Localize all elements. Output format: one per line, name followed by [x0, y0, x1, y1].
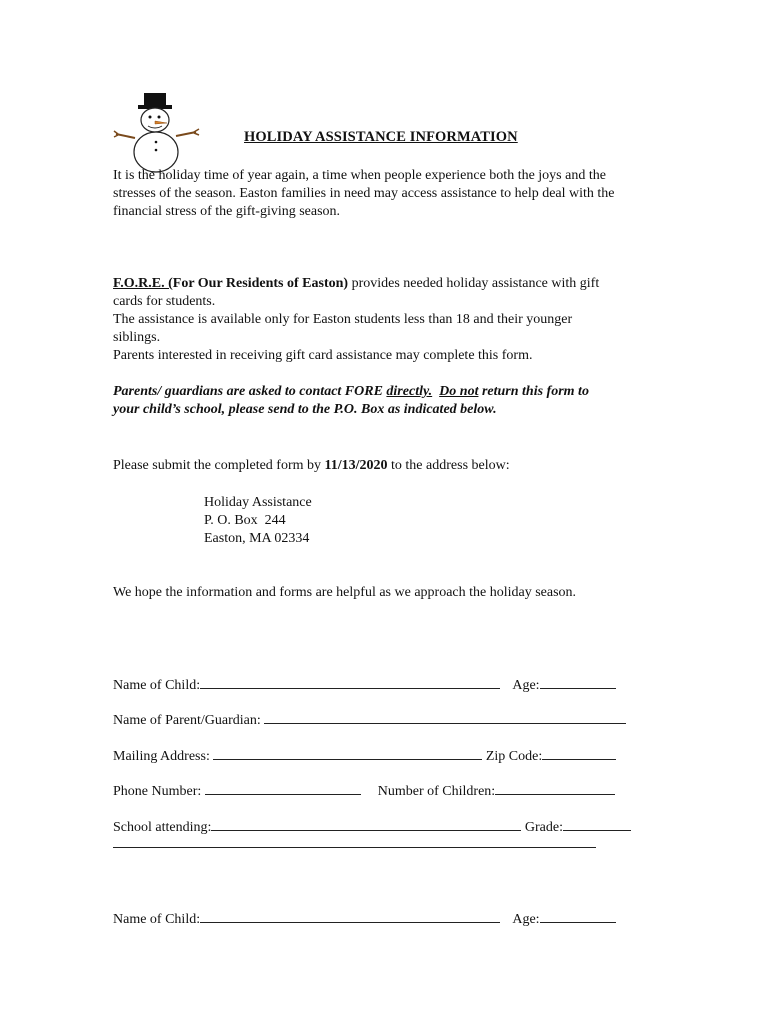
grade-label: Grade:	[524, 820, 563, 835]
intro-line-1: It is the holiday time of year again, a time when people experience both the joys and the	[113, 168, 606, 183]
child-name-label: Name of Child:	[113, 678, 201, 693]
mailing-label: Mailing Address:	[113, 749, 210, 764]
fore-line-1	[113, 275, 599, 293]
age-field[interactable]	[540, 674, 616, 689]
intro-line-2: stresses of the season. Easton families in need may access assistance to help deal with the	[113, 186, 615, 201]
intro-line-3: financial stress of the gift-giving season.	[113, 204, 341, 219]
mailing-field[interactable]	[213, 745, 482, 760]
notice-text-a: Parents/ guardians are asked to contact FORE	[113, 384, 387, 399]
submit-before: Please submit the completed form by	[113, 458, 325, 473]
page-title: HOLIDAY ASSISTANCE INFORMATION	[244, 129, 518, 145]
grade-field[interactable]	[563, 816, 631, 831]
num-children-label: Number of Children:	[377, 784, 496, 799]
notice-line-2: your child’s school, please send to the P.O. Box as indicated below.	[113, 402, 497, 417]
num-children-field[interactable]	[495, 780, 615, 795]
address-line-3: Easton, MA 02334	[204, 531, 310, 546]
notice-text-b: return this form to	[478, 384, 589, 399]
form-row-phone	[113, 780, 615, 801]
fore-line-5: Parents interested in receiving gift card assistance may complete this form.	[113, 348, 533, 363]
phone-field[interactable]	[205, 780, 361, 795]
notice-line-1	[113, 383, 589, 401]
form-row-parent	[113, 709, 626, 730]
age-label-2: Age:	[512, 912, 540, 927]
form-row-child-1	[113, 674, 616, 695]
zip-field[interactable]	[542, 745, 616, 760]
child-name-label-2: Name of Child:	[113, 912, 201, 927]
age-field-2[interactable]	[540, 908, 616, 923]
fore-line-1-rest: provides needed holiday assistance with gift	[348, 276, 600, 291]
closing-text: We hope the information and forms are helpful as we approach the holiday season.	[113, 585, 577, 600]
phone-label: Phone Number:	[113, 784, 202, 799]
fore-line-4: siblings.	[113, 330, 161, 345]
address-line-2: P. O. Box 244	[204, 513, 286, 528]
parent-field[interactable]	[264, 709, 626, 724]
form-row-mailing	[113, 745, 616, 766]
zip-label: Zip Code:	[485, 749, 543, 764]
school-label: School attending:	[113, 820, 212, 835]
fore-line-2: cards for students.	[113, 294, 216, 309]
notice-directly: directly.	[386, 384, 433, 399]
fore-abbr: F.O.R.E. (	[113, 276, 173, 291]
fore-close: )	[343, 276, 349, 291]
fore-line-3: The assistance is available only for Easton students less than 18 and their younger	[113, 312, 573, 327]
submit-after: to the address below:	[387, 458, 510, 473]
child-name-field-2[interactable]	[200, 908, 500, 923]
address-line-1: Holiday Assistance	[204, 495, 312, 510]
form-row-school	[113, 816, 631, 837]
submit-instruction	[113, 457, 510, 475]
form-row-child-2	[113, 908, 616, 929]
parent-label: Name of Parent/Guardian:	[113, 713, 261, 728]
snowman-illustration	[112, 90, 202, 176]
submit-date: 11/13/2020	[324, 458, 388, 473]
fore-name: For Our Residents of Easton	[172, 276, 344, 291]
child-name-field[interactable]	[200, 674, 500, 689]
school-continuation-line[interactable]	[113, 847, 596, 848]
age-label: Age:	[512, 678, 540, 693]
school-field[interactable]	[211, 816, 521, 831]
notice-do-not: Do not	[439, 384, 479, 399]
